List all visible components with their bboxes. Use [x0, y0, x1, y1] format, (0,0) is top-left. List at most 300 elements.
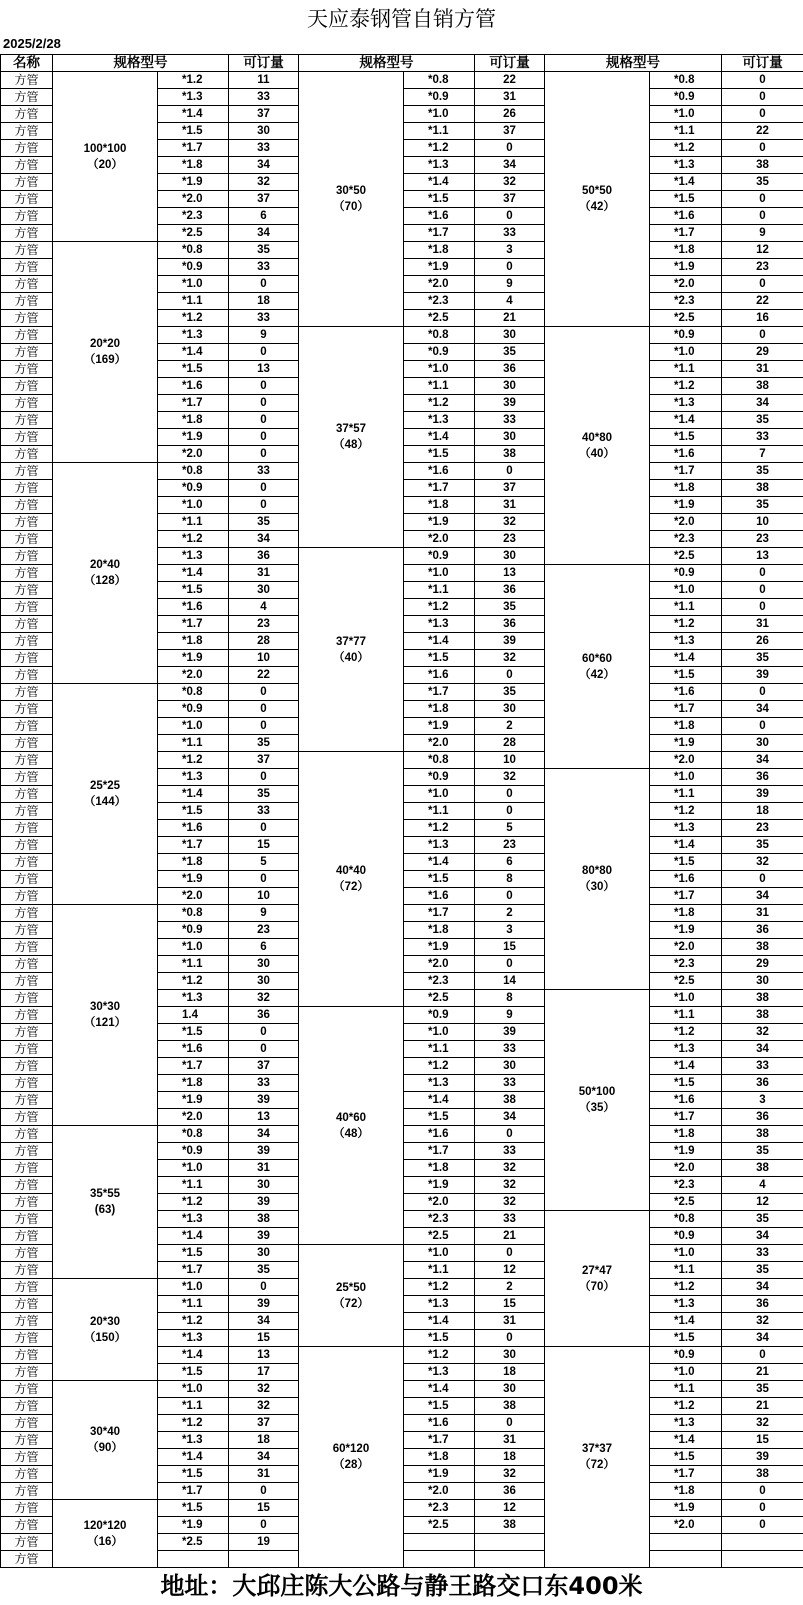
quantity-cell: 38 — [722, 1126, 803, 1143]
thickness-cell: *1.2 — [158, 752, 229, 769]
quantity-cell: 38 — [722, 378, 803, 395]
quantity-cell: 30 — [229, 123, 299, 140]
quantity-cell: 39 — [229, 1296, 299, 1313]
quantity-cell: 0 — [722, 599, 803, 616]
quantity-cell: 9 — [229, 905, 299, 922]
quantity-cell: 0 — [475, 888, 545, 905]
product-name-cell: 方管 — [1, 327, 53, 344]
thickness-cell: *0.8 — [650, 1211, 722, 1228]
quantity-cell: 39 — [229, 1092, 299, 1109]
quantity-cell: 38 — [722, 990, 803, 1007]
quantity-cell: 30 — [475, 378, 545, 395]
quantity-cell: 16 — [722, 310, 803, 327]
thickness-cell: *1.0 — [158, 497, 229, 514]
thickness-cell: *2.0 — [158, 888, 229, 905]
quantity-cell: 34 — [229, 1449, 299, 1466]
quantity-cell: 11 — [229, 72, 299, 89]
thickness-cell: *1.0 — [650, 106, 722, 123]
thickness-cell: *1.5 — [404, 650, 475, 667]
spec-size-label: 37*37 — [581, 1443, 613, 1455]
thickness-cell: *2.0 — [404, 531, 475, 548]
product-name-cell: 方管 — [1, 429, 53, 446]
thickness-cell: *1.4 — [650, 1432, 722, 1449]
product-name-cell: 方管 — [1, 1415, 53, 1432]
quantity-cell: 38 — [229, 1211, 299, 1228]
thickness-cell: *1.1 — [650, 1262, 722, 1279]
quantity-cell: 0 — [229, 480, 299, 497]
product-name-cell: 方管 — [1, 1364, 53, 1381]
quantity-cell: 30 — [475, 701, 545, 718]
thickness-cell: *1.0 — [650, 344, 722, 361]
quantity-cell: 0 — [722, 1500, 803, 1517]
thickness-cell: *1.9 — [650, 1143, 722, 1160]
thickness-cell: *1.5 — [158, 1024, 229, 1041]
quantity-cell: 0 — [722, 140, 803, 157]
quantity-cell: 38 — [722, 1007, 803, 1024]
thickness-cell — [650, 1551, 722, 1568]
spec-group-cell — [299, 327, 404, 548]
thickness-cell: *1.3 — [650, 1041, 722, 1058]
product-name-cell: 方管 — [1, 1126, 53, 1143]
product-name-cell: 方管 — [1, 463, 53, 480]
thickness-cell: *2.0 — [650, 514, 722, 531]
thickness-cell: *1.1 — [650, 123, 722, 140]
quantity-cell: 18 — [475, 1449, 545, 1466]
quantity-cell: 39 — [229, 1143, 299, 1160]
quantity-cell: 0 — [229, 701, 299, 718]
quantity-cell: 13 — [229, 1109, 299, 1126]
thickness-cell: *1.4 — [158, 1228, 229, 1245]
spec-size-label: 20*30 — [89, 1315, 121, 1328]
quantity-cell: 33 — [229, 259, 299, 276]
product-name-cell: 方管 — [1, 531, 53, 548]
spec-group-cell — [545, 327, 650, 565]
thickness-cell: *1.3 — [158, 990, 229, 1007]
thickness-cell: *1.0 — [158, 276, 229, 293]
quantity-cell: 31 — [475, 1432, 545, 1449]
quantity-cell: 37 — [475, 480, 545, 497]
quantity-cell: 22 — [475, 72, 545, 89]
product-name-cell: 方管 — [1, 106, 53, 123]
spec-total-label: （70） — [333, 201, 369, 213]
quantity-cell: 9 — [229, 327, 299, 344]
product-name-cell: 方管 — [1, 616, 53, 633]
quantity-cell: 23 — [722, 820, 803, 837]
quantity-cell: 23 — [722, 531, 803, 548]
spec-size-label: 60*60 — [581, 652, 613, 665]
quantity-cell: 34 — [229, 1126, 299, 1143]
thickness-cell: *1.2 — [404, 140, 475, 157]
product-name-cell: 方管 — [1, 786, 53, 803]
product-name-cell: 方管 — [1, 242, 53, 259]
quantity-cell: 37 — [229, 106, 299, 123]
spec-total-label: （121） — [83, 1017, 127, 1029]
product-name-cell: 方管 — [1, 1313, 53, 1330]
quantity-cell: 0 — [722, 718, 803, 735]
spec-total-label: （70） — [579, 1280, 615, 1293]
product-name-cell: 方管 — [1, 140, 53, 157]
thickness-cell: *1.1 — [650, 786, 722, 803]
product-name-cell: 方管 — [1, 973, 53, 990]
thickness-cell: *0.9 — [650, 89, 722, 106]
spec-total-label: (63) — [94, 1204, 116, 1216]
thickness-cell: *1.9 — [650, 1500, 722, 1517]
thickness-cell: *1.6 — [404, 463, 475, 480]
thickness-cell: *1.0 — [158, 1160, 229, 1177]
thickness-cell — [404, 1534, 475, 1551]
thickness-cell: *1.0 — [158, 939, 229, 956]
quantity-cell: 31 — [229, 1466, 299, 1483]
quantity-cell: 30 — [229, 956, 299, 973]
quantity-cell: 0 — [722, 565, 803, 582]
product-name-cell: 方管 — [1, 1398, 53, 1415]
thickness-cell: *1.8 — [404, 242, 475, 259]
quantity-cell: 34 — [229, 157, 299, 174]
quantity-cell: 0 — [722, 582, 803, 599]
quantity-cell: 35 — [229, 514, 299, 531]
quantity-cell: 33 — [475, 1075, 545, 1092]
quantity-cell: 5 — [229, 854, 299, 871]
quantity-cell: 15 — [229, 1500, 299, 1517]
quantity-cell: 0 — [722, 191, 803, 208]
quantity-cell: 10 — [722, 514, 803, 531]
thickness-cell: *1.6 — [158, 1041, 229, 1058]
product-name-cell: 方管 — [1, 905, 53, 922]
thickness-cell: *1.9 — [158, 871, 229, 888]
thickness-cell: *2.5 — [650, 973, 722, 990]
quantity-cell: 6 — [229, 939, 299, 956]
product-name-cell: 方管 — [1, 1143, 53, 1160]
thickness-cell: *1.4 — [158, 344, 229, 361]
quantity-cell: 32 — [475, 1194, 545, 1211]
spec-group-cell — [53, 1126, 158, 1279]
quantity-cell: 39 — [229, 1228, 299, 1245]
product-name-cell: 方管 — [1, 1381, 53, 1398]
header-qty: 可订量 — [229, 55, 299, 72]
quantity-cell: 35 — [722, 837, 803, 854]
thickness-cell: *1.7 — [404, 1143, 475, 1160]
thickness-cell: *1.6 — [404, 1415, 475, 1432]
quantity-cell: 23 — [722, 259, 803, 276]
thickness-cell: *1.3 — [650, 633, 722, 650]
product-name-cell: 方管 — [1, 990, 53, 1007]
quantity-cell: 31 — [475, 497, 545, 514]
thickness-cell: *1.2 — [158, 973, 229, 990]
thickness-cell: *0.8 — [650, 72, 722, 89]
thickness-cell: *0.8 — [158, 242, 229, 259]
product-name-cell: 方管 — [1, 1075, 53, 1092]
thickness-cell: *2.0 — [404, 1483, 475, 1500]
product-name-cell: 方管 — [1, 769, 53, 786]
product-name-cell: 方管 — [1, 803, 53, 820]
quantity-cell: 12 — [475, 1500, 545, 1517]
quantity-cell: 0 — [229, 1041, 299, 1058]
thickness-cell: *1.2 — [650, 378, 722, 395]
product-name-cell: 方管 — [1, 1296, 53, 1313]
quantity-cell: 3 — [475, 242, 545, 259]
quantity-cell: 33 — [475, 1211, 545, 1228]
thickness-cell: *1.9 — [158, 174, 229, 191]
spec-group-cell — [545, 769, 650, 990]
quantity-cell: 0 — [722, 1347, 803, 1364]
thickness-cell: *2.3 — [404, 1500, 475, 1517]
thickness-cell: *1.5 — [158, 361, 229, 378]
product-name-cell: 方管 — [1, 1551, 53, 1568]
quantity-cell: 29 — [722, 956, 803, 973]
quantity-cell: 30 — [475, 1381, 545, 1398]
quantity-cell: 34 — [229, 225, 299, 242]
thickness-cell: *1.4 — [650, 650, 722, 667]
product-name-cell: 方管 — [1, 718, 53, 735]
quantity-cell: 32 — [722, 1313, 803, 1330]
thickness-cell: *0.9 — [404, 548, 475, 565]
quantity-cell: 38 — [475, 1517, 545, 1534]
thickness-cell: *1.2 — [158, 1313, 229, 1330]
quantity-cell: 8 — [475, 990, 545, 1007]
quantity-cell: 35 — [475, 684, 545, 701]
quantity-cell: 2 — [475, 1279, 545, 1296]
quantity-cell: 18 — [475, 1364, 545, 1381]
thickness-cell: *1.9 — [650, 735, 722, 752]
thickness-cell: *1.0 — [404, 1245, 475, 1262]
thickness-cell: *1.2 — [650, 1398, 722, 1415]
quantity-cell: 34 — [229, 531, 299, 548]
quantity-cell: 30 — [229, 1177, 299, 1194]
quantity-cell: 21 — [722, 1398, 803, 1415]
thickness-cell: *1.5 — [650, 191, 722, 208]
thickness-cell: *1.6 — [404, 208, 475, 225]
quantity-cell: 0 — [475, 1415, 545, 1432]
thickness-cell: *1.2 — [404, 1279, 475, 1296]
product-name-cell: 方管 — [1, 361, 53, 378]
thickness-cell: *1.4 — [404, 429, 475, 446]
quantity-cell: 0 — [475, 1126, 545, 1143]
thickness-cell: *1.3 — [404, 1364, 475, 1381]
thickness-cell: *1.4 — [404, 1092, 475, 1109]
product-name-cell: 方管 — [1, 208, 53, 225]
thickness-cell: *1.7 — [404, 225, 475, 242]
thickness-cell: *1.6 — [650, 684, 722, 701]
thickness-cell: *2.0 — [158, 1109, 229, 1126]
quantity-cell: 31 — [475, 1313, 545, 1330]
thickness-cell — [158, 1551, 229, 1568]
spec-total-label: （72） — [333, 881, 369, 893]
quantity-cell: 33 — [722, 1058, 803, 1075]
product-name-cell: 方管 — [1, 684, 53, 701]
product-name-cell: 方管 — [1, 1279, 53, 1296]
thickness-cell: *1.8 — [650, 905, 722, 922]
quantity-cell: 32 — [229, 1381, 299, 1398]
thickness-cell: *0.9 — [404, 89, 475, 106]
quantity-cell: 12 — [722, 1194, 803, 1211]
quantity-cell: 0 — [475, 803, 545, 820]
product-name-cell: 方管 — [1, 548, 53, 565]
quantity-cell: 4 — [229, 599, 299, 616]
thickness-cell: *2.0 — [404, 276, 475, 293]
product-name-cell: 方管 — [1, 922, 53, 939]
quantity-cell: 34 — [722, 888, 803, 905]
thickness-cell: *1.9 — [404, 1466, 475, 1483]
quantity-cell: 0 — [722, 1483, 803, 1500]
thickness-cell: *1.0 — [650, 582, 722, 599]
quantity-cell: 0 — [722, 684, 803, 701]
product-name-cell: 方管 — [1, 1177, 53, 1194]
thickness-cell: *1.1 — [158, 293, 229, 310]
thickness-cell: *0.9 — [404, 344, 475, 361]
quantity-cell: 19 — [229, 1534, 299, 1551]
product-name-cell: 方管 — [1, 1228, 53, 1245]
thickness-cell: *1.0 — [650, 990, 722, 1007]
quantity-cell: 0 — [229, 1024, 299, 1041]
thickness-cell: *1.5 — [404, 1109, 475, 1126]
spec-size-label: 50*100 — [578, 1086, 616, 1098]
quantity-cell: 9 — [475, 276, 545, 293]
thickness-cell: *0.9 — [650, 565, 722, 582]
quantity-cell: 8 — [475, 871, 545, 888]
thickness-cell: *2.5 — [404, 1517, 475, 1534]
header-row — [1, 55, 803, 72]
quantity-cell: 30 — [475, 327, 545, 344]
spec-group-cell — [545, 1211, 650, 1347]
spec-total-label: （48） — [333, 439, 369, 451]
spec-total-label: （144） — [83, 796, 127, 808]
quantity-cell: 0 — [229, 820, 299, 837]
thickness-cell: *1.3 — [158, 327, 229, 344]
thickness-cell: *0.9 — [650, 1228, 722, 1245]
quantity-cell: 37 — [229, 1058, 299, 1075]
product-name-cell: 方管 — [1, 225, 53, 242]
product-name-cell: 方管 — [1, 837, 53, 854]
quantity-cell: 36 — [722, 1296, 803, 1313]
quantity-cell: 32 — [475, 514, 545, 531]
quantity-cell: 38 — [475, 1092, 545, 1109]
quantity-cell: 0 — [475, 259, 545, 276]
thickness-cell: *1.1 — [404, 1041, 475, 1058]
thickness-cell: *1.5 — [158, 123, 229, 140]
product-name-cell: 方管 — [1, 939, 53, 956]
quantity-cell: 0 — [722, 1517, 803, 1534]
thickness-cell: *2.5 — [650, 310, 722, 327]
quantity-cell: 14 — [475, 973, 545, 990]
quantity-cell: 0 — [229, 276, 299, 293]
thickness-cell: *1.8 — [158, 854, 229, 871]
header-spec: 规格型号 — [53, 55, 229, 72]
product-name-cell: 方管 — [1, 1466, 53, 1483]
thickness-cell: *1.8 — [404, 1449, 475, 1466]
quantity-cell: 37 — [475, 191, 545, 208]
quantity-cell: 32 — [722, 1415, 803, 1432]
thickness-cell: *2.0 — [650, 1160, 722, 1177]
quantity-cell: 0 — [475, 786, 545, 803]
quantity-cell: 0 — [722, 208, 803, 225]
spec-total-label: （42） — [579, 668, 615, 681]
thickness-cell: *1.9 — [404, 514, 475, 531]
product-name-cell: 方管 — [1, 888, 53, 905]
quantity-cell: 32 — [229, 990, 299, 1007]
thickness-cell: *1.8 — [650, 1126, 722, 1143]
quantity-cell: 35 — [722, 650, 803, 667]
spec-size-label: 40*40 — [335, 865, 367, 877]
quantity-cell: 34 — [722, 1041, 803, 1058]
spec-size-label: 30*30 — [89, 1001, 121, 1013]
quantity-cell: 33 — [229, 140, 299, 157]
product-name-cell: 方管 — [1, 1007, 53, 1024]
quantity-cell: 23 — [475, 531, 545, 548]
quantity-cell: 36 — [475, 361, 545, 378]
quantity-cell: 0 — [475, 667, 545, 684]
thickness-cell: *1.1 — [404, 803, 475, 820]
thickness-cell: *1.6 — [650, 1092, 722, 1109]
quantity-cell: 36 — [229, 1007, 299, 1024]
thickness-cell: *1.2 — [158, 1194, 229, 1211]
thickness-cell: *2.5 — [650, 548, 722, 565]
thickness-cell: *1.2 — [404, 1347, 475, 1364]
quantity-cell: 38 — [722, 157, 803, 174]
product-name-cell: 方管 — [1, 191, 53, 208]
thickness-cell: *0.8 — [404, 72, 475, 89]
quantity-cell: 15 — [475, 939, 545, 956]
spec-group-cell — [53, 1500, 158, 1568]
product-name-cell: 方管 — [1, 1483, 53, 1500]
spec-size-label: 37*57 — [335, 423, 367, 435]
product-name-cell: 方管 — [1, 956, 53, 973]
thickness-cell: *2.3 — [650, 531, 722, 548]
quantity-cell: 35 — [722, 412, 803, 429]
spec-total-label: （128） — [83, 575, 127, 587]
spec-total-label: （28） — [333, 1459, 369, 1471]
thickness-cell: *1.8 — [158, 157, 229, 174]
quantity-cell: 34 — [475, 157, 545, 174]
spec-total-label: （48） — [333, 1127, 369, 1140]
thickness-cell: *1.9 — [404, 939, 475, 956]
quantity-cell: 6 — [229, 208, 299, 225]
thickness-cell: *1.0 — [404, 565, 475, 582]
thickness-cell: *1.5 — [158, 1245, 229, 1262]
quantity-cell: 30 — [229, 1245, 299, 1262]
quantity-cell: 0 — [229, 1517, 299, 1534]
quantity-cell: 13 — [722, 548, 803, 565]
quantity-cell: 0 — [229, 378, 299, 395]
quantity-cell: 0 — [722, 276, 803, 293]
thickness-cell: *1.0 — [650, 1364, 722, 1381]
thickness-cell: *1.3 — [158, 548, 229, 565]
quantity-cell: 38 — [722, 1160, 803, 1177]
thickness-cell: *1.5 — [158, 803, 229, 820]
quantity-cell: 3 — [475, 922, 545, 939]
quantity-cell: 35 — [229, 735, 299, 752]
thickness-cell: *1.9 — [650, 922, 722, 939]
quantity-cell: 31 — [229, 565, 299, 582]
thickness-cell: *1.8 — [650, 1483, 722, 1500]
thickness-cell: *1.0 — [158, 718, 229, 735]
thickness-cell: *1.7 — [650, 888, 722, 905]
thickness-cell — [650, 1534, 722, 1551]
quantity-cell: 0 — [475, 956, 545, 973]
spec-group-cell — [53, 242, 158, 463]
thickness-cell: *1.8 — [158, 1075, 229, 1092]
thickness-cell: *1.2 — [404, 599, 475, 616]
thickness-cell: *1.6 — [650, 446, 722, 463]
quantity-cell: 34 — [722, 1279, 803, 1296]
quantity-cell: 33 — [229, 803, 299, 820]
thickness-cell: *0.9 — [158, 922, 229, 939]
thickness-cell: *1.1 — [158, 514, 229, 531]
thickness-cell: *1.0 — [158, 1279, 229, 1296]
quantity-cell: 0 — [229, 395, 299, 412]
header-spec: 规格型号 — [299, 55, 475, 72]
thickness-cell: *1.7 — [404, 905, 475, 922]
thickness-cell: *1.2 — [158, 531, 229, 548]
